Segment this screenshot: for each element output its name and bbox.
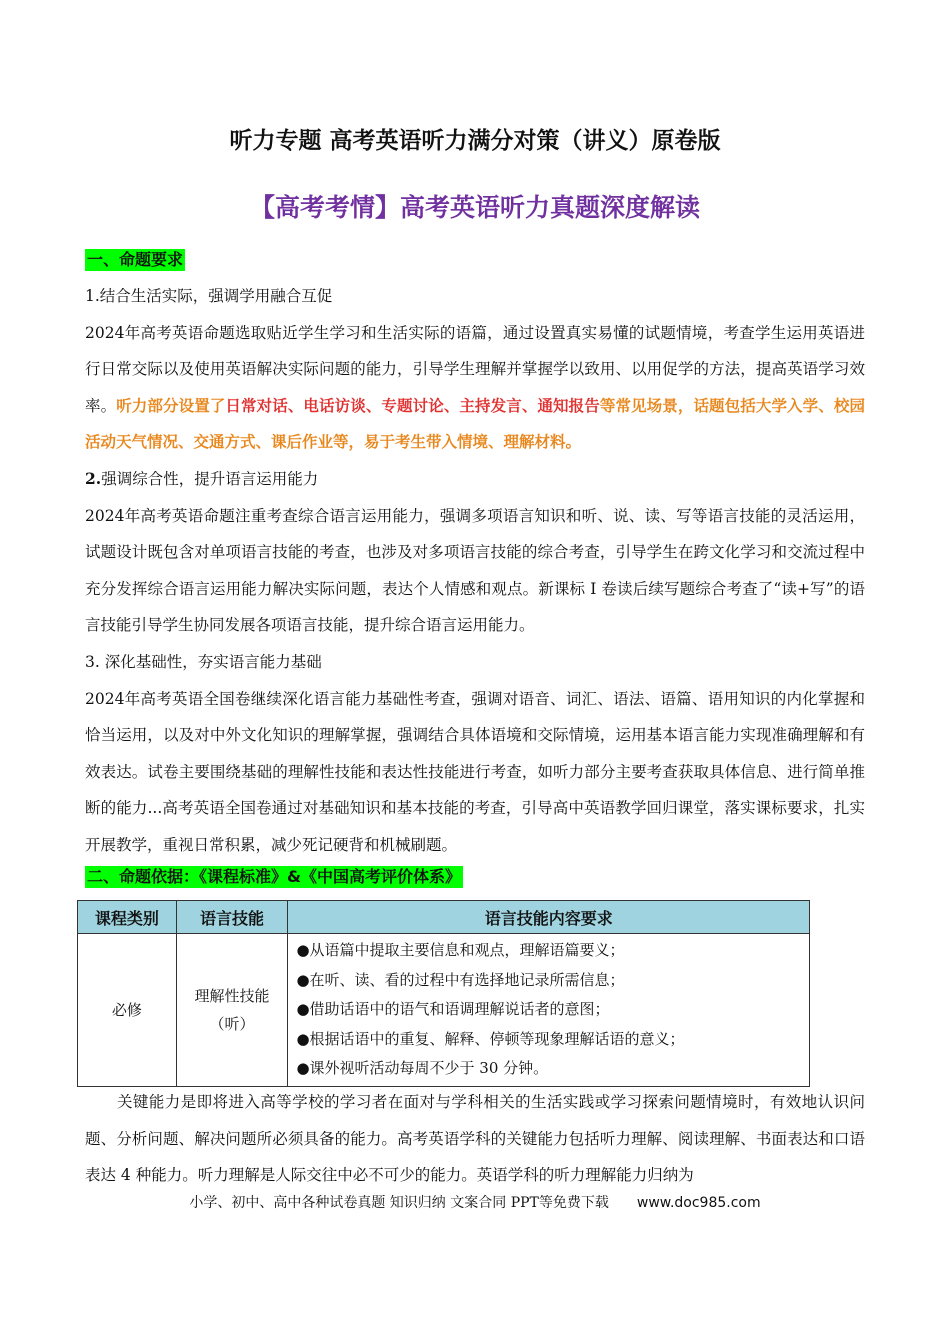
item-2-title: 强调综合性，提升语言运用能力 [101,469,319,488]
item-1-paragraph [85,315,865,461]
item-3-title: 3. 深化基础性，夯实语言能力基础 [85,652,322,671]
table-header-category: 课程类别 [78,901,177,934]
page-title: 听力专题 高考英语听力满分对策（讲义）原卷版 [229,128,721,154]
table-row [78,934,810,1087]
item-1-highlight-b: 日常对话、电话访谈、专题讨论、主持发言、通知报告 [225,395,600,415]
section-heading-1: 一、命题要求 [87,250,184,269]
item-1-text: 2024年高考英语命题选取贴近学生学习和生活实际的语篇，通过设置真实易懂的试题情境，考查学生运用英语进行日常交际以及使用英语解决实际问题的能力，引导学生理解并掌握学以致用、以用促学的方法，提高英语学习效率。 [85,323,865,415]
requirement-item: ●借助话语中的语气和语调理解说话者的意图； [296,1000,610,1018]
requirement-item: ●课外视听活动每周不少于 30 分钟。 [296,1059,549,1077]
closing-paragraph: 关键能力是即将进入高等学校的学习者在面对与学科相关的生活实践或学习探索问题情境时，有效地认识问题、分析问题、解决问题所必须具备的能力。高考英语学科的关键能力包括听力理解、阅读理解、书面表达和口语表达 4 种能力。听力理解是人际交往中必不可少的能力。英语学科的听力理解能力归纳为 [85,1093,865,1185]
item-2-paragraph: 2024年高考英语命题注重考查综合语言运用能力，强调多项语言知识和听、说、读、写等语言技能的灵活运用，试题设计既包含对单项语言技能的考查，也涉及对多项语言技能的综合考查，引导学生在跨文化学习和交流过程中充分发挥综合语言运用能力解决实际问题，表达个人情感和观点。新课标 I 卷读后续写题综合考查了“读+写”的语言技能引导学生协同发展各项语言技能，提升综合语言运用能力。 [85,506,865,635]
table-cell-requirements [288,934,810,1087]
requirement-item: ●从语篇中提取主要信息和观点，理解语篇要义； [296,941,625,959]
item-2-number: 2. [85,468,102,488]
requirements-table [77,900,810,1087]
item-1-highlight-c: 等常见场景，话题包括大学入学、校园活动天气情况、交通方式、课后作业等，易于考生带入情境、理解材料。 [85,395,865,452]
item-1-title: 1.结合生活实际，强调学用融合互促 [85,287,333,305]
item-3-paragraph: 2024年高考英语全国卷继续深化语言能力基础性考查，强调对语音、词汇、语法、语篇、语用知识的内化掌握和恰当运用，以及对中外文化知识的理解掌握，强调结合具体语境和交际情境，运用基本语言能力实现准确理解和有效表达。试卷主要围绕基础的理解性技能和表达性技能进行考查，如听力部分主要考查获取具体信息、进行简单推断的能力...高考英语全国卷通过对基础知识和基本技能的考查，引导高中英语教学回归课堂，落实课标要求，扎实开展教学，重视日常积累，减少死记硬背和机械刷题。 [85,689,865,854]
table-header-content: 语言技能内容要求 [288,901,810,934]
table-header-row [78,901,810,934]
item-2-title-line [85,461,865,498]
page-subtitle: 【高考考情】高考英语听力真题深度解读 [249,193,700,222]
section-1-body [85,278,865,864]
table-header-skill: 语言技能 [176,901,288,934]
skill-label: 理解性技能 [194,986,270,1005]
table-cell-category: 必修 [78,934,177,1087]
table-cell-skill [176,934,288,1087]
item-1-highlight-a: 听力部分设置了 [116,395,226,415]
requirement-item: ●根据话语中的重复、解释、停顿等现象理解话语的意义； [296,1029,685,1048]
requirement-item: ●在听、读、看的过程中有选择地记录所需信息； [296,970,625,989]
page-footer [0,1192,950,1212]
footer-text: 小学、初中、高中各种试卷真题 知识归纳 文案合同 PPT等免费下载 [189,1195,609,1211]
footer-url-link[interactable]: www.doc985.com [636,1195,761,1211]
section-heading-2: 二、命题依据：《课程标准》&《中国高考评价体系》 [87,867,461,886]
skill-sublabel: （听） [209,1014,255,1033]
